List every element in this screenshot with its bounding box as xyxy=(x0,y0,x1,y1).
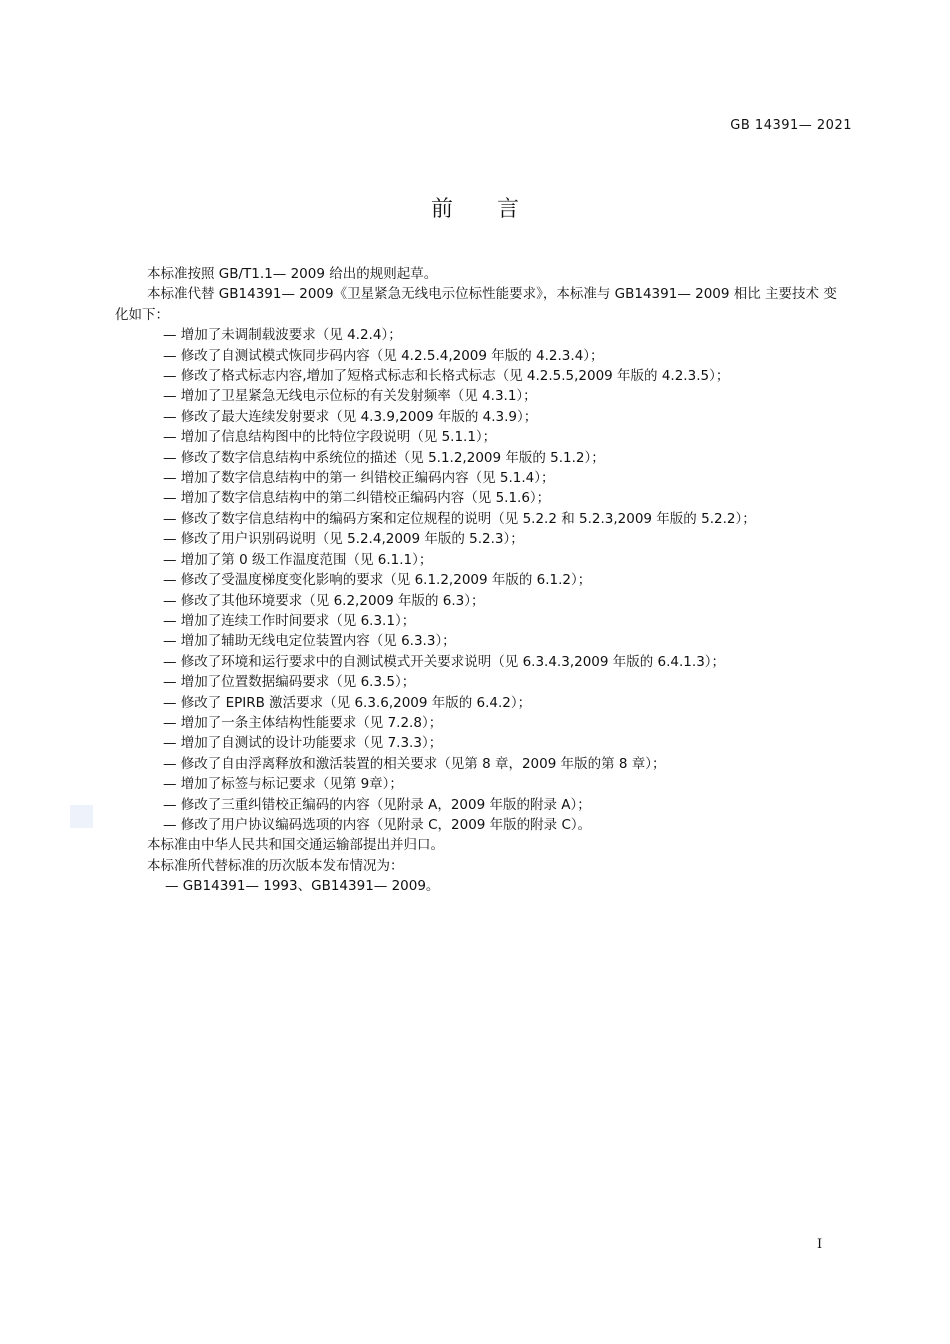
change-item: — 修改了三重纠错校正编码的内容（见附录 A，2009 年版的附录 A）； xyxy=(115,795,840,815)
history-item: — GB14391— 1993、GB14391— 2009。 xyxy=(115,876,840,896)
change-item: — 增加了未调制载波要求（见 4.2.4）； xyxy=(115,325,840,345)
page-title: 前言 xyxy=(430,197,563,222)
change-item: — 修改了数字信息结构中系统位的描述（见 5.1.2,2009 年版的 5.1.2）； xyxy=(115,448,840,468)
margin-marker xyxy=(70,805,93,828)
change-item: — 增加了自测试的设计功能要求（见 7.3.3）； xyxy=(115,733,840,753)
change-item: — 修改了格式标志内容,增加了短格式标志和长格式标志（见 4.2.5.5,2009 年版的 4.2.3.5）； xyxy=(115,366,840,386)
changes-list xyxy=(115,325,840,835)
history-intro-paragraph: 本标准所代替标准的历次版本发布情况为： xyxy=(147,857,404,874)
page-number: I xyxy=(817,1237,823,1252)
change-item: — 修改了自测试模式恢同步码内容（见 4.2.5.4,2009 年版的 4.2.3.4）； xyxy=(115,346,840,366)
change-item: — 修改了数字信息结构中的编码方案和定位规程的说明（见 5.2.2 和 5.2.3,2009 年版的 5.2.2）； xyxy=(115,509,840,529)
document-body xyxy=(115,264,840,897)
drafting-rule-paragraph: 本标准按照 GB/T1.1— 2009 给出的规则起草。 xyxy=(147,266,438,282)
replacement-paragraph: 本标准代替 GB14391— 2009《卫星紧急无线电示位标性能要求》，本标准与 GB14391— 2009 相比 主要技术 变化如下： xyxy=(115,286,837,323)
change-item: — 增加了辅助无线电定位装置内容（见 6.3.3）； xyxy=(115,631,840,651)
change-item: — 增加了卫星紧急无线电示位标的有关发射频率（见 4.3.1）； xyxy=(115,386,840,406)
change-item: — 增加了第 0 级工作温度范围（见 6.1.1）； xyxy=(115,550,840,570)
change-item: — 修改了自由浮离释放和激活装置的相关要求（见第 8 章，2009 年版的第 8 章）； xyxy=(115,754,840,774)
change-item: — 增加了数字信息结构中的第一 纠错校正编码内容（见 5.1.4）； xyxy=(115,468,840,488)
change-item: — 增加了标签与标记要求（见第 9章）； xyxy=(115,774,840,794)
change-item: — 修改了其他环境要求（见 6.2,2009 年版的 6.3）； xyxy=(115,591,840,611)
proposer-paragraph: 本标准由中华人民共和国交通运输部提出并归口。 xyxy=(147,837,444,854)
change-item: — 增加了信息结构图中的比特位字段说明（见 5.1.1）； xyxy=(115,427,840,447)
change-item: — 增加了位置数据编码要求（见 6.3.5）； xyxy=(115,672,840,692)
change-item: — 修改了 EPIRB 激活要求（见 6.3.6,2009 年版的 6.4.2）； xyxy=(115,693,840,713)
change-item: — 修改了用户协议编码选项的内容（见附录 C，2009 年版的附录 C）。 xyxy=(115,815,840,835)
change-item: — 增加了连续工作时间要求（见 6.3.1）； xyxy=(115,611,840,631)
change-item: — 修改了用户识别码说明（见 5.2.4,2009 年版的 5.2.3）； xyxy=(115,529,840,549)
change-item: — 增加了一条主体结构性能要求（见 7.2.8）； xyxy=(115,713,840,733)
standard-number: GB 14391— 2021 xyxy=(730,118,852,133)
change-item: — 修改了受温度梯度变化影响的要求（见 6.1.2,2009 年版的 6.1.2）； xyxy=(115,570,840,590)
change-item: — 增加了数字信息结构中的第二纠错校正编码内容（见 5.1.6）； xyxy=(115,488,840,508)
change-item: — 修改了最大连续发射要求（见 4.3.9,2009 年版的 4.3.9）； xyxy=(115,407,840,427)
change-item: — 修改了环境和运行要求中的自测试模式开关要求说明（见 6.3.4.3,2009 年版的 6.4.1.3）； xyxy=(115,652,840,672)
